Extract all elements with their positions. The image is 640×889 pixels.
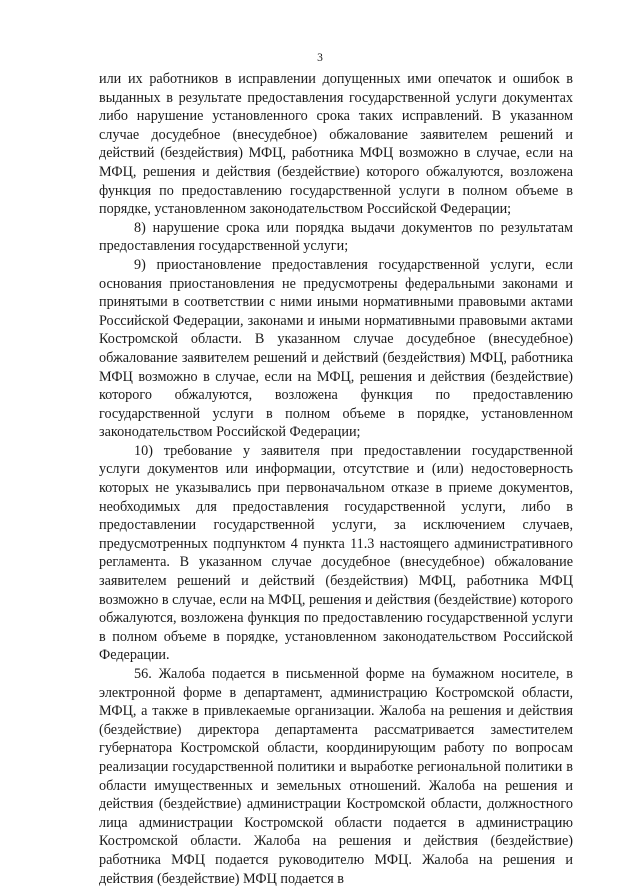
paragraph-item-9: 9) приостановление предоставления государственной услуги, если основания приостановления не предусмотрены федеральными законами и принятыми в соответствии с ними иными нормативными правовыми актами Российской Федерации, законами и иными нормативными правовыми актами Костромской области. В указанном случае досудебное (внесудебное) обжалование заявителем решений и действий (бездействия) МФЦ, работника МФЦ возможно в случае, если на МФЦ, решения и действия (бездействие) которого обжалуются, возложена функция по предоставлению государственной услуги в полном объеме в порядке, установленном законодательством Российской Федерации; — [99, 256, 573, 441]
page-number: 3 — [317, 52, 323, 64]
document-body — [99, 70, 573, 888]
paragraph-continuation: или их работников в исправлении допущенных ими опечаток и ошибок в выданных в результате предоставления государственной услуги документах либо нарушение установленного срока таких исправлений. В указанном случае досудебное (внесудебное) обжалование заявителем решений и действий (бездействия) МФЦ, работника МФЦ возможно в случае, если на МФЦ, решения и действия (бездействие) которого обжалуются, возложена функция по предоставлению государственной услуги в полном объеме в порядке, установленном законодательством Российской Федерации; — [99, 71, 573, 218]
paragraph-item-10: 10) требование у заявителя при предоставлении государственной услуги документов или информации, отсутствие и (или) недостоверность которых не указывались при первоначальном отказе в приеме документов, необходимых для предоставления государственной услуги, либо в предоставлении государственной услуги, за исключением случаев, предусмотренных подпунктом 4 пункта 11.3 настоящего административного регламента. В указанном случае досудебное (внесудебное) обжалование заявителем решений и действий (бездействия) МФЦ, работника МФЦ возможно в случае, если на МФЦ, решения и действия (бездействие) которого обжалуются, возложена функция по предоставлению государственной услуги в полном объеме в порядке, установленном законодательством Российской Федерации. — [99, 442, 573, 664]
paragraph-clause-56: 56. Жалоба подается в письменной форме на бумажном носителе, в электронной форме в департамент, администрацию Костромской области, МФЦ, а также в привлекаемые организации. Жалоба на решения и действия (бездействие) директора департамента рассматривается заместителем губернатора Костромской области, координирующим работу по вопросам реализации государственной политики и выработке региональной политики в области имущественных и земельных отношений. Жалоба на решения и действия (бездействие) администрации Костромской области, должностного лица администрации Костромской области подается в администрацию Костромской области. Жалоба на решения и действия (бездействие) работника МФЦ подается руководителю МФЦ. Жалоба на решения и действия (бездействие) МФЦ подается в — [99, 666, 573, 887]
paragraph-item-8: 8) нарушение срока или порядка выдачи документов по результатам предоставления государственной услуги; — [99, 219, 573, 255]
